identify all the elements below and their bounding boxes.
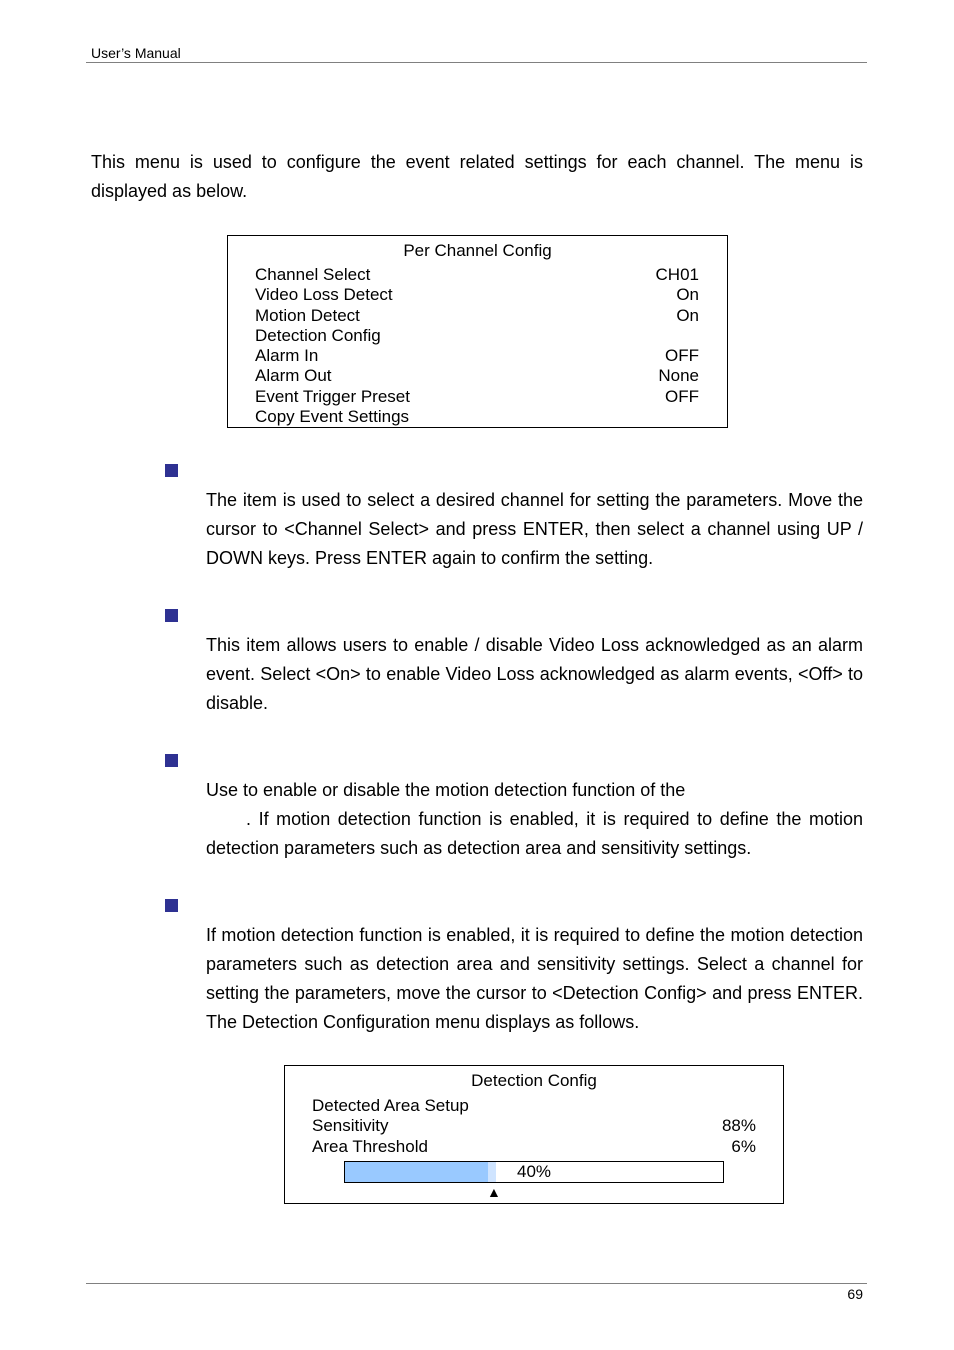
- menu-row-motion-detect: [255, 306, 699, 326]
- row-value: None: [658, 366, 699, 386]
- per-channel-config-menu: [227, 235, 728, 428]
- section-bullet-icon: [165, 899, 178, 912]
- menu-row-alarm-in: [255, 346, 699, 366]
- menu-row-video-loss-detect: [255, 285, 699, 305]
- menu-title: Per Channel Config: [403, 241, 552, 260]
- row-label: Alarm Out: [255, 366, 332, 386]
- row-value: On: [676, 285, 699, 305]
- row-label: Alarm In: [255, 346, 319, 366]
- intro-paragraph: This menu is used to configure the event related settings for each channel. The menu is displayed as below.: [91, 152, 863, 201]
- row-value: On: [676, 305, 699, 325]
- menu-title: Detection Config: [471, 1071, 597, 1090]
- motion-detect-line1: Use to enable or disable the motion detection function of the: [206, 780, 686, 800]
- row-label: Channel Select: [255, 265, 371, 284]
- section-bullet-icon: [165, 464, 178, 477]
- channel-select-description: The item is used to select a desired channel for setting the parameters. Move the cursor to <Channel Select> and press ENTER, then select a channel using UP / DOWN keys. Press ENTER again to confirm the setting.: [206, 490, 863, 568]
- header-title: User’s Manual: [91, 45, 181, 61]
- row-label: Motion Detect: [255, 305, 360, 325]
- row-label: Copy Event Settings: [255, 407, 410, 427]
- menu-row-detection-config: [255, 326, 699, 346]
- section-bullet-icon: [165, 754, 178, 767]
- progress-label: 40%: [516, 1162, 552, 1181]
- menu-row-area-threshold: [312, 1137, 756, 1157]
- menu-row-channel-select: [255, 265, 699, 285]
- row-value: OFF: [665, 386, 699, 406]
- motion-detect-description: [206, 776, 863, 863]
- row-label: Event Trigger Preset: [255, 386, 410, 406]
- detection-config-description: If motion detection function is enabled, it is required to define the motion detection parameters such as detection area and sensitivity settings. Select a channel for setting the parameters, move the cursor to <Detection Config> and press ENTER. The Detection Configuration menu displays as follows.: [206, 925, 863, 1032]
- menu-row-sensitivity: [312, 1116, 756, 1136]
- menu-row-copy-event-settings: [255, 407, 699, 427]
- sensitivity-progress-bar: [344, 1161, 724, 1183]
- menu-row-detected-area-setup: [312, 1096, 756, 1116]
- row-value: OFF: [665, 346, 699, 366]
- page-number: 69: [847, 1286, 863, 1302]
- header-divider: [86, 62, 867, 63]
- menu-row-event-trigger-preset: [255, 387, 699, 407]
- video-loss-description: This item allows users to enable / disable Video Loss acknowledged as an alarm event. Select <On> to enable Video Loss acknowledged as alarm events, <Off> to disable.: [206, 635, 863, 713]
- menu-row-alarm-out: [255, 366, 699, 386]
- row-value: CH01: [655, 265, 699, 284]
- footer-divider: [86, 1283, 867, 1284]
- row-value: 6%: [731, 1136, 756, 1156]
- row-label: Sensitivity: [312, 1116, 389, 1136]
- section-bullet-icon: [165, 609, 178, 622]
- motion-detect-rest: . If motion detection function is enabled, it is required to define the motion detection parameters such as detection area and sensitivity settings.: [206, 809, 863, 858]
- row-label: Detected Area Setup: [312, 1096, 469, 1115]
- detection-config-menu: [284, 1065, 784, 1204]
- row-label: Area Threshold: [312, 1136, 428, 1156]
- row-label: Video Loss Detect: [255, 285, 393, 305]
- row-value: 88%: [721, 1116, 756, 1136]
- pointer-up-icon: ▲: [487, 1184, 501, 1200]
- row-label: Detection Config: [255, 325, 381, 345]
